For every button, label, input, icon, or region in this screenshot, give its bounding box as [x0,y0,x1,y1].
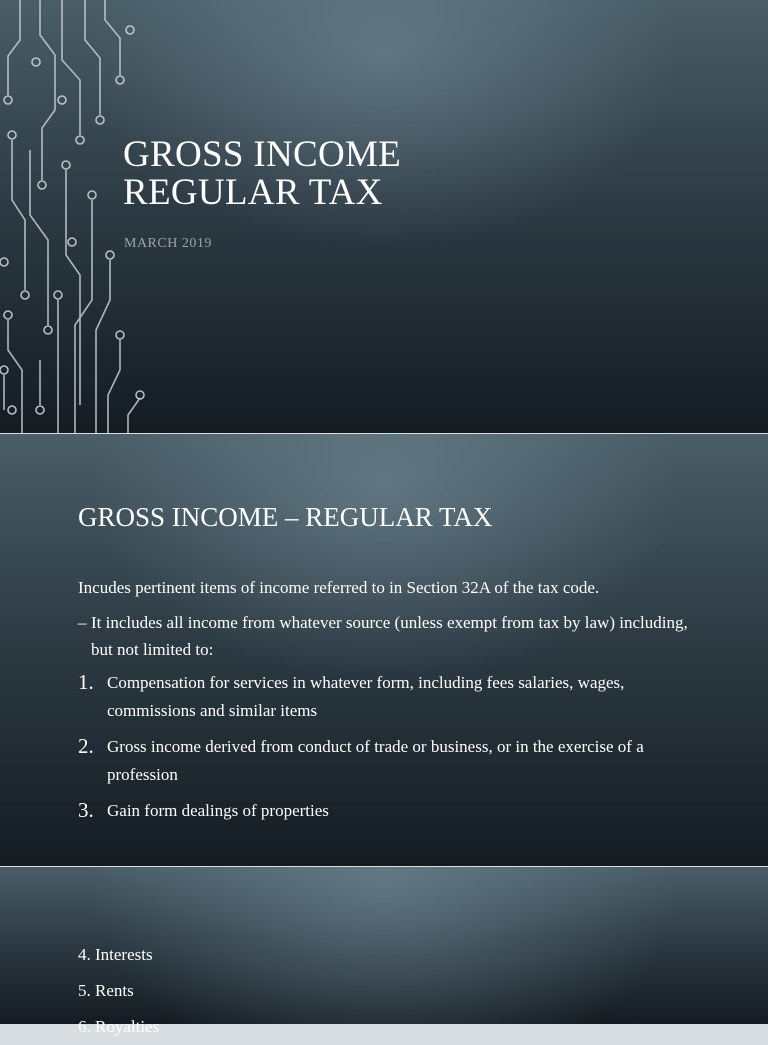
item-text: Gain form dealings of properties [107,801,329,820]
dash-marker: – [78,613,87,632]
item-number: 3. [78,798,94,822]
presentation-title [123,136,401,212]
title-slide [0,0,768,433]
circuit-board-decoration [0,0,160,433]
numbered-item [78,797,698,825]
numbered-item [78,733,698,789]
item-text: Gross income derived from conduct of trade or business, or in the exercise of a profession [107,737,644,784]
item-number: 1. [78,670,94,694]
list-item: 4. Interests [78,945,153,964]
intro-paragraph: Incudes pertinent items of income referred to in Section 32A of the tax code. [78,578,600,597]
content-slide-gross-income [0,434,768,866]
list-item: 5. Rents [78,981,134,1000]
slide-heading: GROSS INCOME – REGULAR TAX [78,502,493,532]
content-slide-continued [0,867,768,1036]
dash-bullet [78,609,698,663]
continued-list [78,937,159,1045]
item-text: Compensation for services in whatever form, including fees salaries, wages, commissions and similar items [107,673,625,720]
numbered-item [78,669,698,725]
list-item: 6. Royalties [78,1017,160,1036]
title-line-1: GROSS INCOME [123,134,402,175]
dash-bullet-text: It includes all income from whatever source (unless exempt from tax by law) including, but not limited to: [91,613,688,659]
slide-body [78,574,698,833]
item-number: 2. [78,734,94,758]
presentation-date: MARCH 2019 [124,236,212,251]
title-line-2: REGULAR TAX [123,172,383,213]
